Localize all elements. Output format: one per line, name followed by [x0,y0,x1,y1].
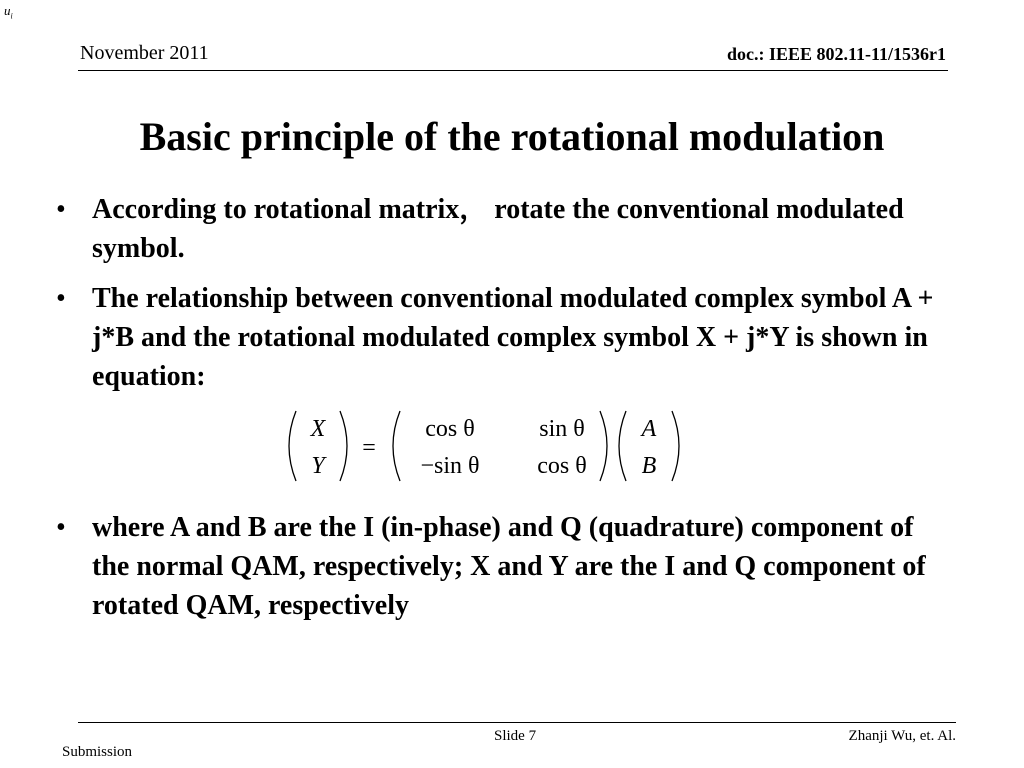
bullet-text: where A and B are the I (in-phase) and Q (quadrature) component of the normal QAM, respectively; X and Y are the I and Q component of rotated QAM, respectively [92,512,926,621]
bullet-item [56,190,956,268]
paren-left-close [340,411,347,481]
corner-mark [4,4,13,23]
paren-right-open [619,411,626,481]
paren-right-close [672,411,679,481]
eq-equals: = [362,435,376,461]
footer-submission: Submission [62,744,133,760]
eq-a: A [641,416,657,442]
eq-y: Y [311,453,325,479]
matrix-cell-21: −sin θ [420,453,480,479]
header-rule [78,70,948,71]
bullet-text: The relationship between conventional modulated complex symbol A + j*B and the rotational modulated complex symbol X + j*Y is shown in equation: [92,283,934,392]
paren-matrix-close [600,411,607,481]
eq-x: X [310,416,326,442]
header-date: November 2011 [80,42,209,64]
bullet-list [56,190,956,407]
paren-matrix-open [393,411,400,481]
corner-mark-base: u [4,3,11,18]
slide-title: Basic principle of the rotational modulation [139,114,885,159]
eq-b: B [641,453,657,479]
bullet-dot: • [56,194,66,225]
paren-left-open [289,411,296,481]
matrix-cell-12: sin θ [539,416,585,442]
rotation-equation [278,405,698,487]
footer-rule [78,722,956,723]
bullet-item [56,279,956,396]
bullet-dot: • [56,512,66,543]
bullet-list-continued [56,508,956,625]
bullet-text: According to rotational matrix， rotate the conventional modulated symbol. [92,194,904,264]
bullet-dot: • [56,283,66,314]
corner-mark-sub: i [10,11,13,21]
matrix-cell-22: cos θ [537,453,587,479]
footer-author: Zhanji Wu, et. Al. [848,728,956,744]
header-doc-id: doc.: IEEE 802.11-11/1536r1 [726,44,946,64]
slide-number: Slide 7 [494,728,537,744]
matrix-cell-11: cos θ [425,416,475,442]
bullet-item [56,508,956,625]
